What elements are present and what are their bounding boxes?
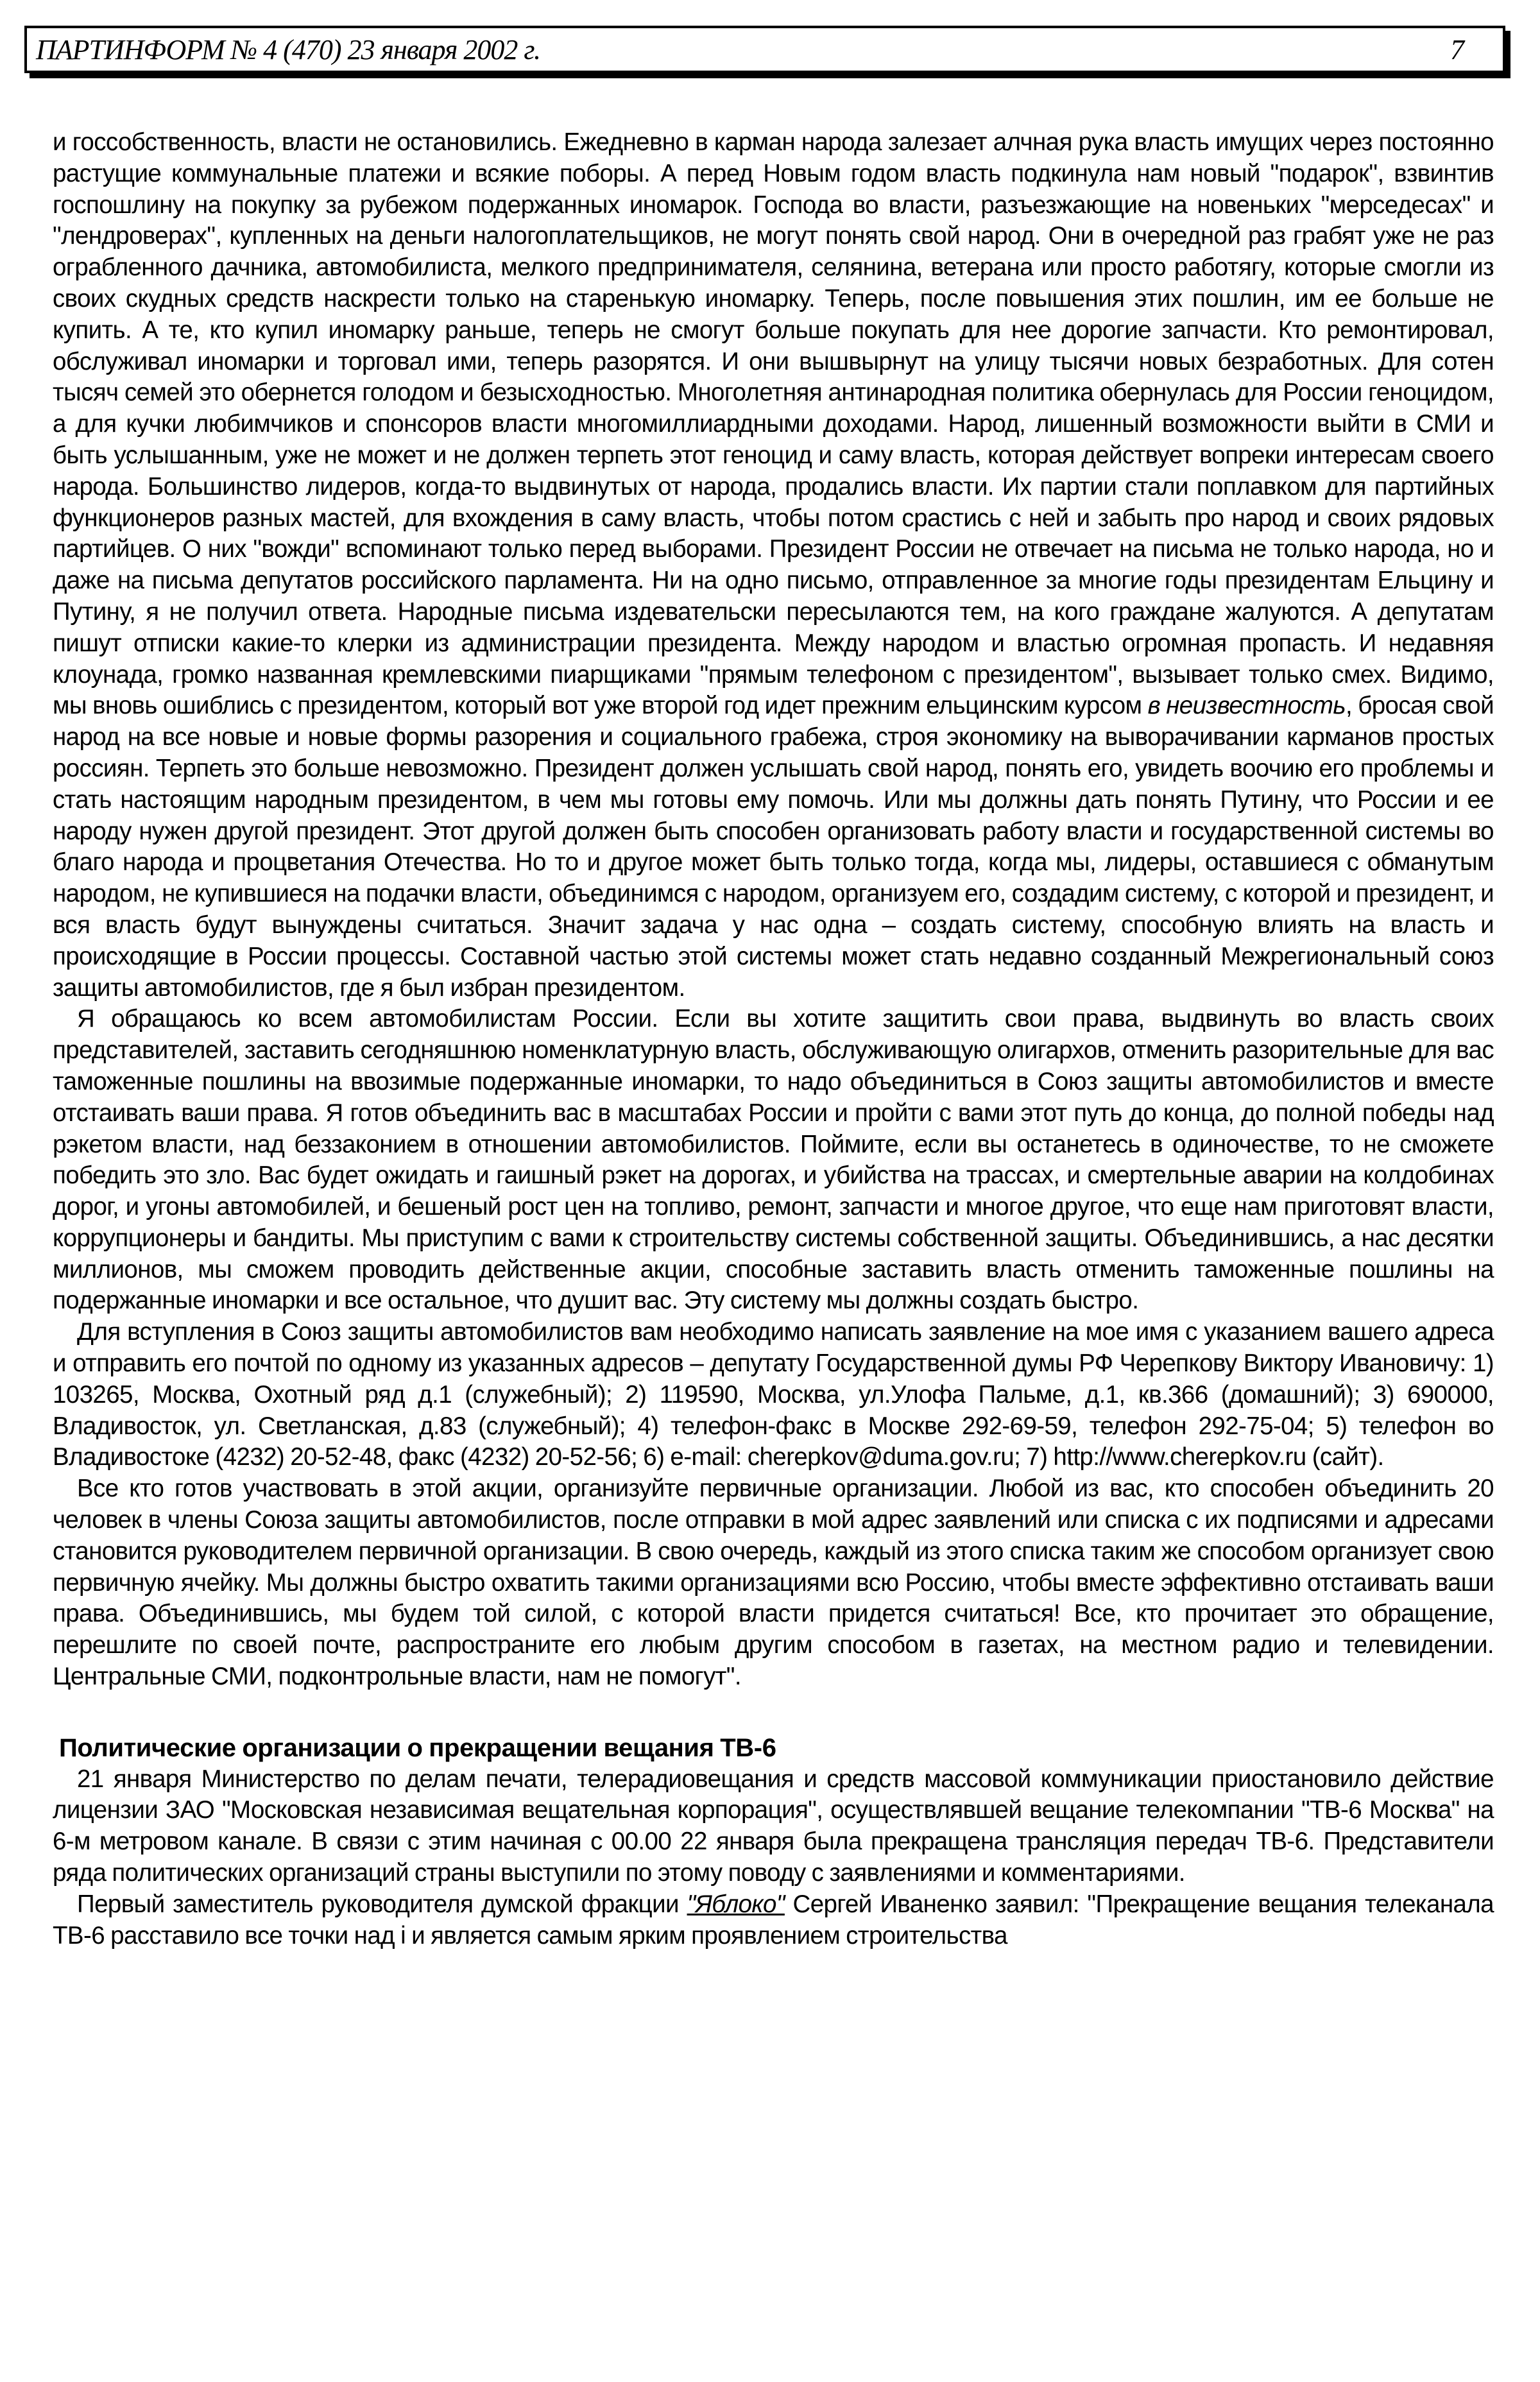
paragraph: Для вступления в Союз защиты автомобилистов вам необходимо написать заявление на мое имя с указанием вашего адреса и отправить его почтой по одному из указанных адресов – депутату Государственной думы РФ Черепкову Виктору Ивановичу: 1) 103265, Москва, Охотный ряд д.1 (служебный); 2) 119590, Москва, ул.Улофа Пальме, д.1, кв.366 (домашний); 3) 690000, Владивосток, ул. Светланская, д.83 (служебный); 4) телефон-факс в Москве 292-69-59, телефон 292-75-04; 5) телефон во Владивостоке (4232) 20-52-48, факс (4232) 20-52-56; 6) e-mail: cherepkov@duma.gov.ru; 7) http://www.cherepkov.ru (сайт). bbox=[53, 1318, 1494, 1471]
paragraph-text: и госсобственность, власти не остановились. Ежедневно в карман народа залезает алчная рука власть имущих через постоянно растущие коммунальные платежи и всякие поборы. А перед Новым годом власть подкинула нам новый "подарок", взвинтив госпошлину на покупку за рубежом подержанных иномарок. Господа во власти, разъезжающие на новеньких "мерседесах" и "лендроверах", купленных на деньги налогоплательщиков, не могут понять свой народ. Они в очередной раз грабят уже не раз ограбленного дачника, автомобилиста, мелкого предпринимателя, селянина, ветерана или просто работягу, которые смогли из своих скудных средств наскрести только на старенькую иномарку. Теперь, после повышения этих пошлин, им ее больше не купить. А те, кто купил иномарку раньше, теперь не смогут больше покупать для нее дорогие запчасти. Кто ремонтировал, обслуживал иномарки и торговал ими, теперь разорятся. И они вышвырнут на улицу тысячи новых безработных. Для сотен тысяч семей это обернется голодом и безысходностью. Многолетняя антинародная политика обернулась для России геноцидом, а для кучки любимчиков и спонсоров власти многомиллиардными доходами. Народ, лишенный возможности выйти в СМИ и быть услышанным, уже не может и не должен терпеть этот геноцид и саму власть, которая действует вопреки интересам своего народа. Большинство лидеров, когда-то выдвинутых от народа, продались власти. Их партии стали поплавком для партийных функционеров разных мастей, для вхождения в саму власть, чтобы потом срастись с ней и забыть про народ и своих рядовых партийцев. О них "вожди" вспоминают только перед выборами. Президент России не отвечает на письма не только народа, но и даже на письма депутатов российского парламента. Ни на одно письмо, отправленное за многие годы президентам Ельцину и Путину, я не получил ответа. Народные письма издевательски пересылаются тем, на кого граждане жалуются. А депутатам пишут отписки какие-то клерки из администрации президента. Между народом и властью огромная пропасть. И недавняя клоунада, громко названная кремлевскими пиарщиками "прямым телефоном с президентом", вызывает только смех. Видимо, мы вновь ошиблись с президентом, который вот уже второй год идет прежним ельцинским курсом bbox=[53, 128, 1494, 720]
paragraph-text: , бросая свой народ на все новые и новые формы разорения и социального грабежа, строя экономику на выворачивании карманов простых россиян. Терпеть это больше невозможно. Президент должен услышать свой народ, понять его, увидеть воочию его проблемы и стать настоящим народным президентом, в чем мы готовы ему помочь. Или мы должны дать понять Путину, что России и ее народу нужен другой президент. Этот другой должен быть способен организовать работу власти и государственной системы во благо народа и процветания Отечества. Но то и другое может быть только тогда, когда мы, лидеры, оставшиеся с обманутым народом, не купившиеся на подачки власти, объединимся с народом, организуем его, создадим систему, с которой и президент, и вся власть будут вынуждены считаться. Значит задача у нас одна – создать систему, способную влиять на власть и происходящие в России процессы. Составной частью этой системы может стать недавно созданный Межрегиональный союз защиты автомобилистов, где я был избран президентом. bbox=[53, 692, 1494, 1002]
publication-title: ПАРТИНФОРМ № 4 (470) 23 января 2002 г. bbox=[36, 34, 541, 65]
paragraph: 21 января Министерство по делам печати, телерадиовещания и средств массовой коммуникации приостановило действие лицензии ЗАО "Московская независимая вещательная корпорация", осуществлявшей вещание телекомпании "ТВ-6 Москва" на 6-м метровом канале. В связи с этим начиная с 00.00 22 января была прекращена трансляция передач ТВ-6. Представители ряда политических организаций страны выступили по этому поводу с заявлениями и комментариями. bbox=[53, 1765, 1494, 1887]
italic-text: в неизвестность bbox=[1147, 692, 1346, 720]
party-name-link[interactable]: "Яблоко" bbox=[687, 1890, 785, 1918]
page-number: 7 bbox=[1450, 34, 1464, 65]
paragraph: Я обращаюсь ко всем автомобилистам России. Если вы хотите защитить свои права, выдвинуть во власть своих представителей, заставить сегодняшнюю номенклатурную власть, обслуживающую олигархов, отменить разорительные для вас таможенные пошлины на ввозимые подержанные иномарки, то надо объединиться в Союз защиты автомобилистов и вместе отстаивать ваши права. Я готов объединить вас в масштабах России и пройти с вами этот путь до конца, до полной победы над рэкетом власти, над беззаконием в отношении автомобилистов. Поймите, если вы останетесь в одиночестве, то не сможете победить это зло. Вас будет ожидать и гаишный рэкет на дорогах, и убийства на трассах, и смертельные аварии на колдобинах дорог, и угоны автомобилей, и бешеный рост цен на топливо, ремонт, запчасти и многое другое, что еще нам приготовят власти, коррупционеры и бандиты. Мы приступим с вами к строительству системы собственной защиты. Объединившись, а нас десятки миллионов, мы сможем проводить действенные акции, способные заставить власть отменить таможенные пошлины на подержанные иномарки и все остальное, что душит вас. Эту систему мы должны создать быстро. bbox=[53, 1005, 1494, 1315]
paragraph: Все кто готов участвовать в этой акции, организуйте первичные организации. Любой из вас, кто способен объединить 20 человек в члены Союза защиты автомобилистов, после отправки в мой адрес заявлений или списка с их подписями и адресами становится руководителем первичной организации. В свою очередь, каждый из этого списка таким же способом организует свою первичную ячейку. Мы должны быстро охватить такими организациями всю Россию, чтобы вместе эффективно отстаивать ваши права. Объединившись, мы будем той силой, с которой власти придется считаться! Все, кто прочитает это обращение, перешлите по своей почте, распространите его любым другим способом в газетах, на местном радио и телевидении. Центральные СМИ, подконтрольные власти, нам не помогут". bbox=[53, 1475, 1494, 1691]
paragraph-text: Сергей Иваненко заявил: "Прекращение вещания телеканала ТВ-6 расставило все точки над i и является самым ярким проявлением строительства bbox=[53, 1890, 1494, 1949]
article-body bbox=[53, 127, 1494, 1951]
section-heading: Политические организации о прекращении вещания ТВ-6 bbox=[59, 1733, 776, 1762]
paragraph-text: Первый заместитель руководителя думской фракции bbox=[77, 1890, 687, 1918]
paragraph bbox=[53, 1889, 1494, 1952]
paragraph bbox=[53, 127, 1494, 1004]
page-header bbox=[24, 26, 1505, 73]
